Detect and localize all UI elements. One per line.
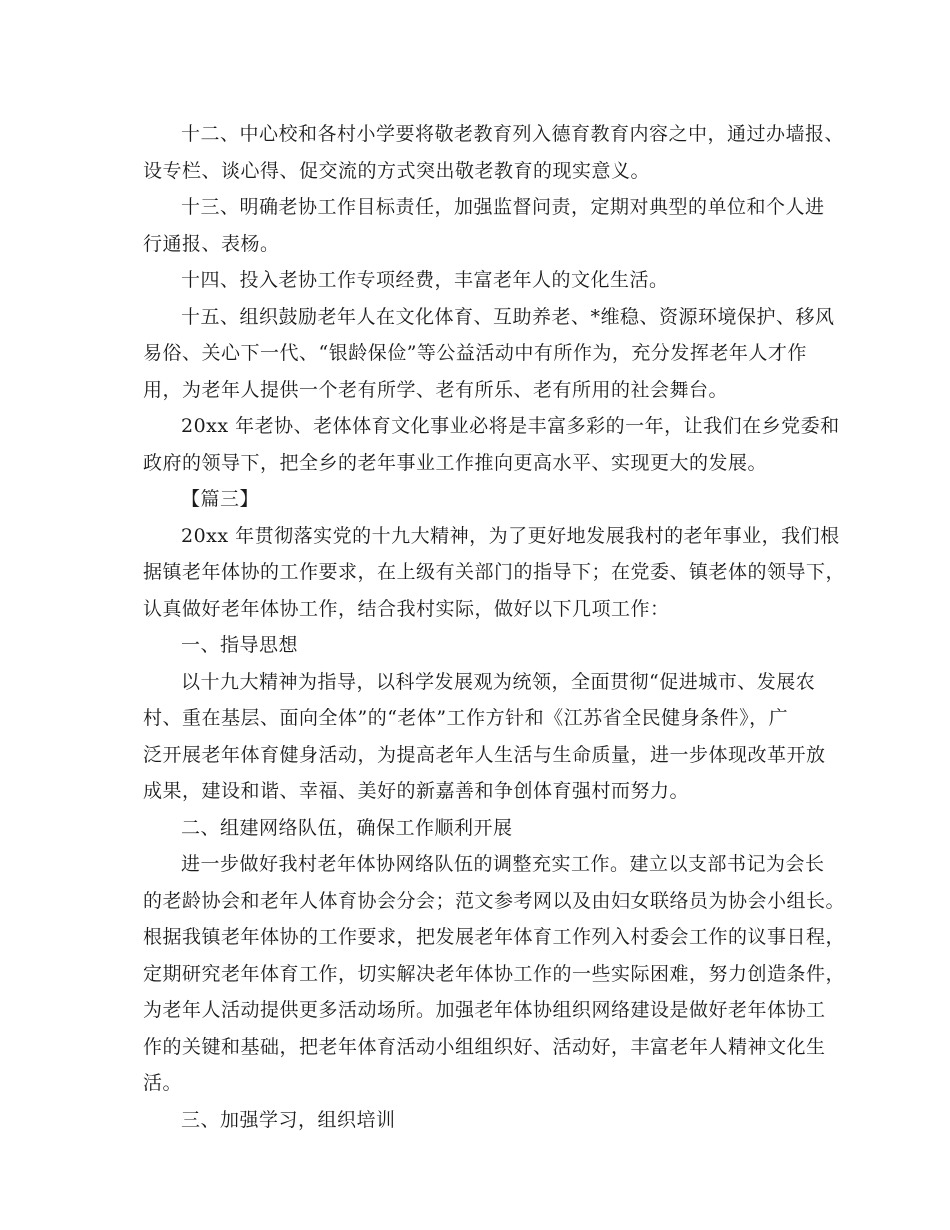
text-line: 十四、投入老协工作专项经费，丰富老年人的文化生活。 — [181, 269, 669, 291]
text-line: 为老年人活动提供更多活动场所。加强老年体协组织网络建设是做好老年体协工 — [143, 999, 826, 1021]
subsection-heading: 三、加强学习，组织培训 — [181, 1108, 396, 1131]
text-line: 十五、组织鼓励老年人在文化体育、互助养老、*维稳、资源环境保护、移风 — [181, 305, 835, 328]
document-page — [143, 116, 846, 1138]
text-line: 的老龄协会和老年人体育协会分会；范文参考网以及由妇女联络员为协会小组长。 — [143, 889, 846, 912]
text-line: 十二、中心校和各村小学要将敬老教育列入德育教育内容之中，通过办墙报、 — [181, 123, 845, 145]
text-line: 据镇老年体协的工作要求，在上级有关部门的指导下；在党委、镇老体的领导下， — [143, 561, 846, 583]
text-line: 作的关键和基础，把老年体育活动小组组织好、活动好，丰富老年人精神文化生 — [143, 1035, 826, 1058]
subsection-heading: 一、指导思想 — [181, 634, 299, 656]
text-line: 村、重在基层、面向全体”的“老体”工作方针和《江苏省全民健身条件》，广 — [143, 707, 789, 729]
text-line: 行通报、表杨。 — [143, 232, 280, 255]
text-line: 根据我镇老年体协的工作要求，把发展老年体育工作列入村委会工作的议事日程， — [143, 926, 846, 948]
text-line: 泛开展老年体育健身活动，为提高老年人生活与生命质量，进一步体现改革开放 — [143, 743, 826, 766]
text-line: 定期研究老年体育工作，切实解决老年体协工作的一些实际困难，努力创造条件， — [143, 962, 846, 985]
text-line: 认真做好老年体协工作，结合我村实际，做好以下几项工作： — [143, 597, 670, 620]
section-heading: 【篇三】 — [181, 488, 260, 510]
text-line: 设专栏、谈心得、促交流的方式突出敬老教育的现实意义。 — [143, 159, 651, 182]
text-line: 20xx 年贯彻落实党的十九大精神，为了更好地发展我村的老年事业，我们根 — [181, 524, 840, 547]
text-line: 20xx 年老协、老体体育文化事业必将是丰富多彩的一年，让我们在乡党委和 — [181, 415, 840, 437]
subsection-heading: 二、组建网络队伍，确保工作顺利开展 — [181, 816, 513, 839]
text-line: 进一步做好我村老年体协网络队伍的调整充实工作。建立以支部书记为会长 — [181, 853, 825, 875]
text-line: 十三、明确老协工作目标责任，加强监督问责，定期对典型的单位和个人进 — [181, 196, 825, 218]
text-line: 活。 — [143, 1072, 183, 1094]
text-line: 以十九大精神为指导，以科学发展观为统领，全面贯彻“促进城市、发展农 — [181, 670, 816, 693]
text-line: 政府的领导下，把全乡的老年事业工作推向更高水平、实现更大的发展。 — [143, 451, 768, 474]
text-line: 成果，建设和谐、幸福、美好的新嘉善和争创体育强村而努力。 — [143, 780, 690, 802]
text-line: 用，为老年人提供一个老有所学、老有所乐、老有所用的社会舞台。 — [143, 378, 729, 401]
text-line: 易俗、关心下一代、“银龄保俭”等公益活动中有所作为，充分发挥老年人才作 — [143, 342, 807, 364]
